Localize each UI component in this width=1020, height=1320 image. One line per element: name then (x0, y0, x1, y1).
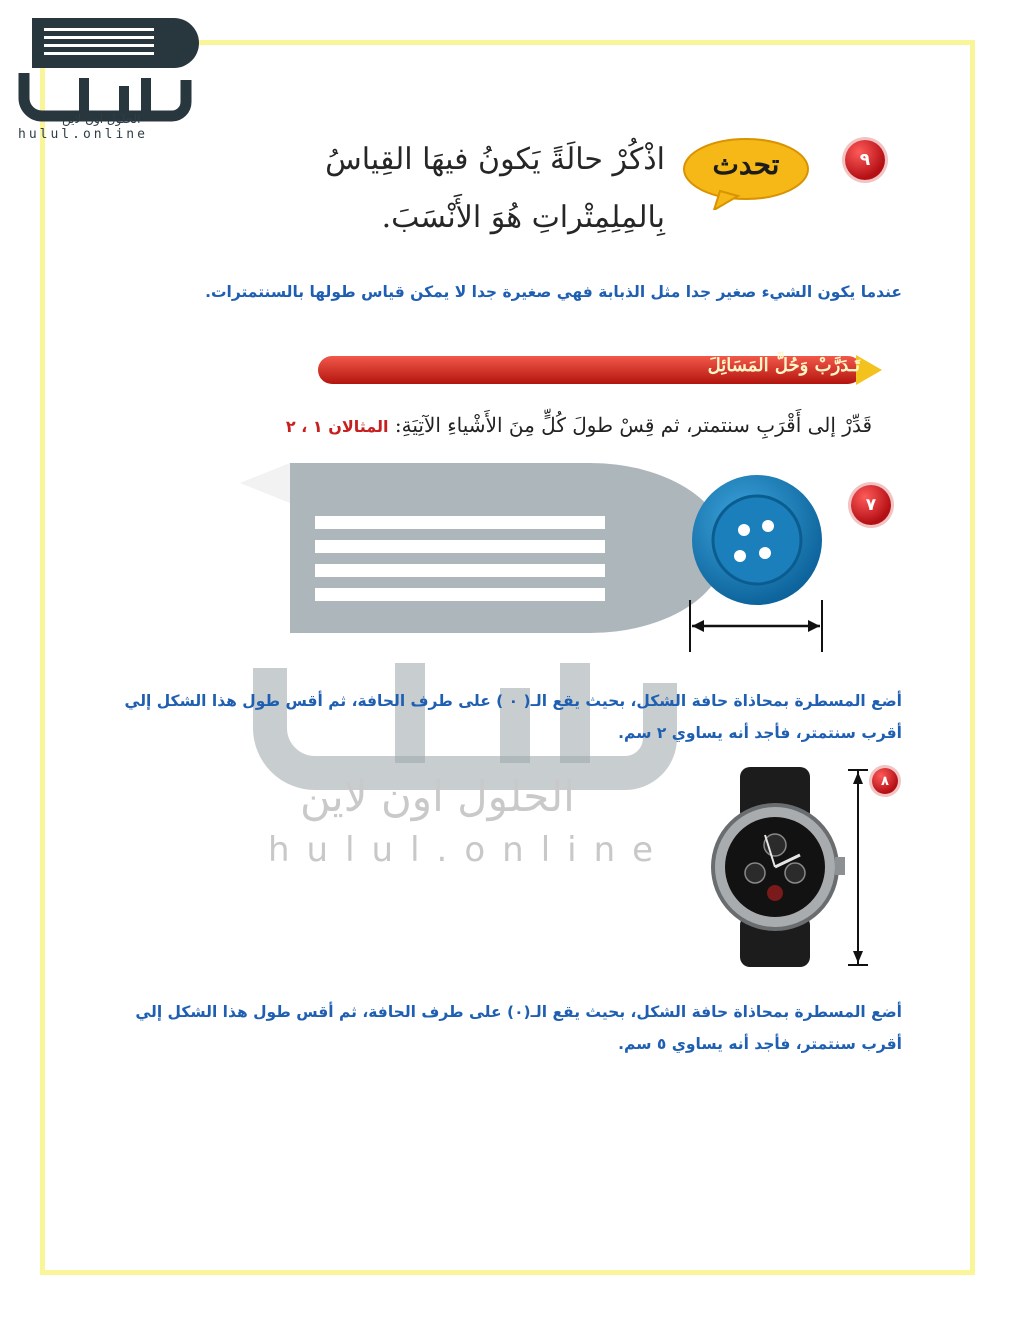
logo-latin-name: hulul.online (18, 127, 148, 142)
wrist-watch-image (700, 765, 870, 970)
answer-question-7-line-1: أضع المسطرة بمحاذاة حافة الشكل، بحيث يقع الـ( ٠ ) على طرف الحافة، ثم أقس طول هذا الشكل إلي (124, 692, 902, 710)
practice-banner-title: تَـدَرَّبْ وَحُلَّ المَسَائِلَ (707, 355, 860, 376)
question-8-number: ٨ (872, 768, 898, 794)
question-9-number: ٩ (845, 140, 885, 180)
answer-question-7-line-2: أقرب سنتمتر، فأجد أنه يساوي ٢ سم. (618, 724, 902, 742)
answer-question-8-line-2: أقرب سنتمتر، فأجد أنه يساوي ٥ سم. (618, 1035, 902, 1053)
talk-badge-label: تحدث (712, 148, 780, 181)
watermark-arabic: الحلول اون لاين (300, 772, 575, 821)
blue-button-image (682, 470, 832, 655)
question-9-line-1: اذْكُرْ حالَةً يَكونُ فيهَا القِياسُ (325, 142, 665, 177)
instruction-line (286, 413, 872, 437)
logo-arabic-name: الحلول اون لاين (62, 112, 141, 126)
instruction-text: قَدِّرْ إلى أَقْرَبِ سنتمتر، ثم قِسْ طولَ كُلٍّ مِنَ الأَشْياءِ الآتِيَةِ: (394, 413, 872, 437)
question-9-line-2: بِالمِلِمِتْراتِ هُوَ الأَنْسَبَ. (381, 200, 665, 235)
examples-reference: المثالان ١ ، ٢ (285, 417, 389, 436)
answer-question-9: عندما يكون الشيء صغير جدا مثل الذبابة فهي صغيرة جدا لا يمكن قياس طولها بالسنتمترات. (205, 283, 902, 301)
answer-question-8-line-1: أضع المسطرة بمحاذاة حافة الشكل، بحيث يقع الـ(٠) على طرف الحافة، ثم أقس طول هذا الشكل إلي (135, 1003, 902, 1021)
watermark-latin: hulul.online (268, 830, 671, 870)
question-7-number: ٧ (851, 485, 891, 525)
